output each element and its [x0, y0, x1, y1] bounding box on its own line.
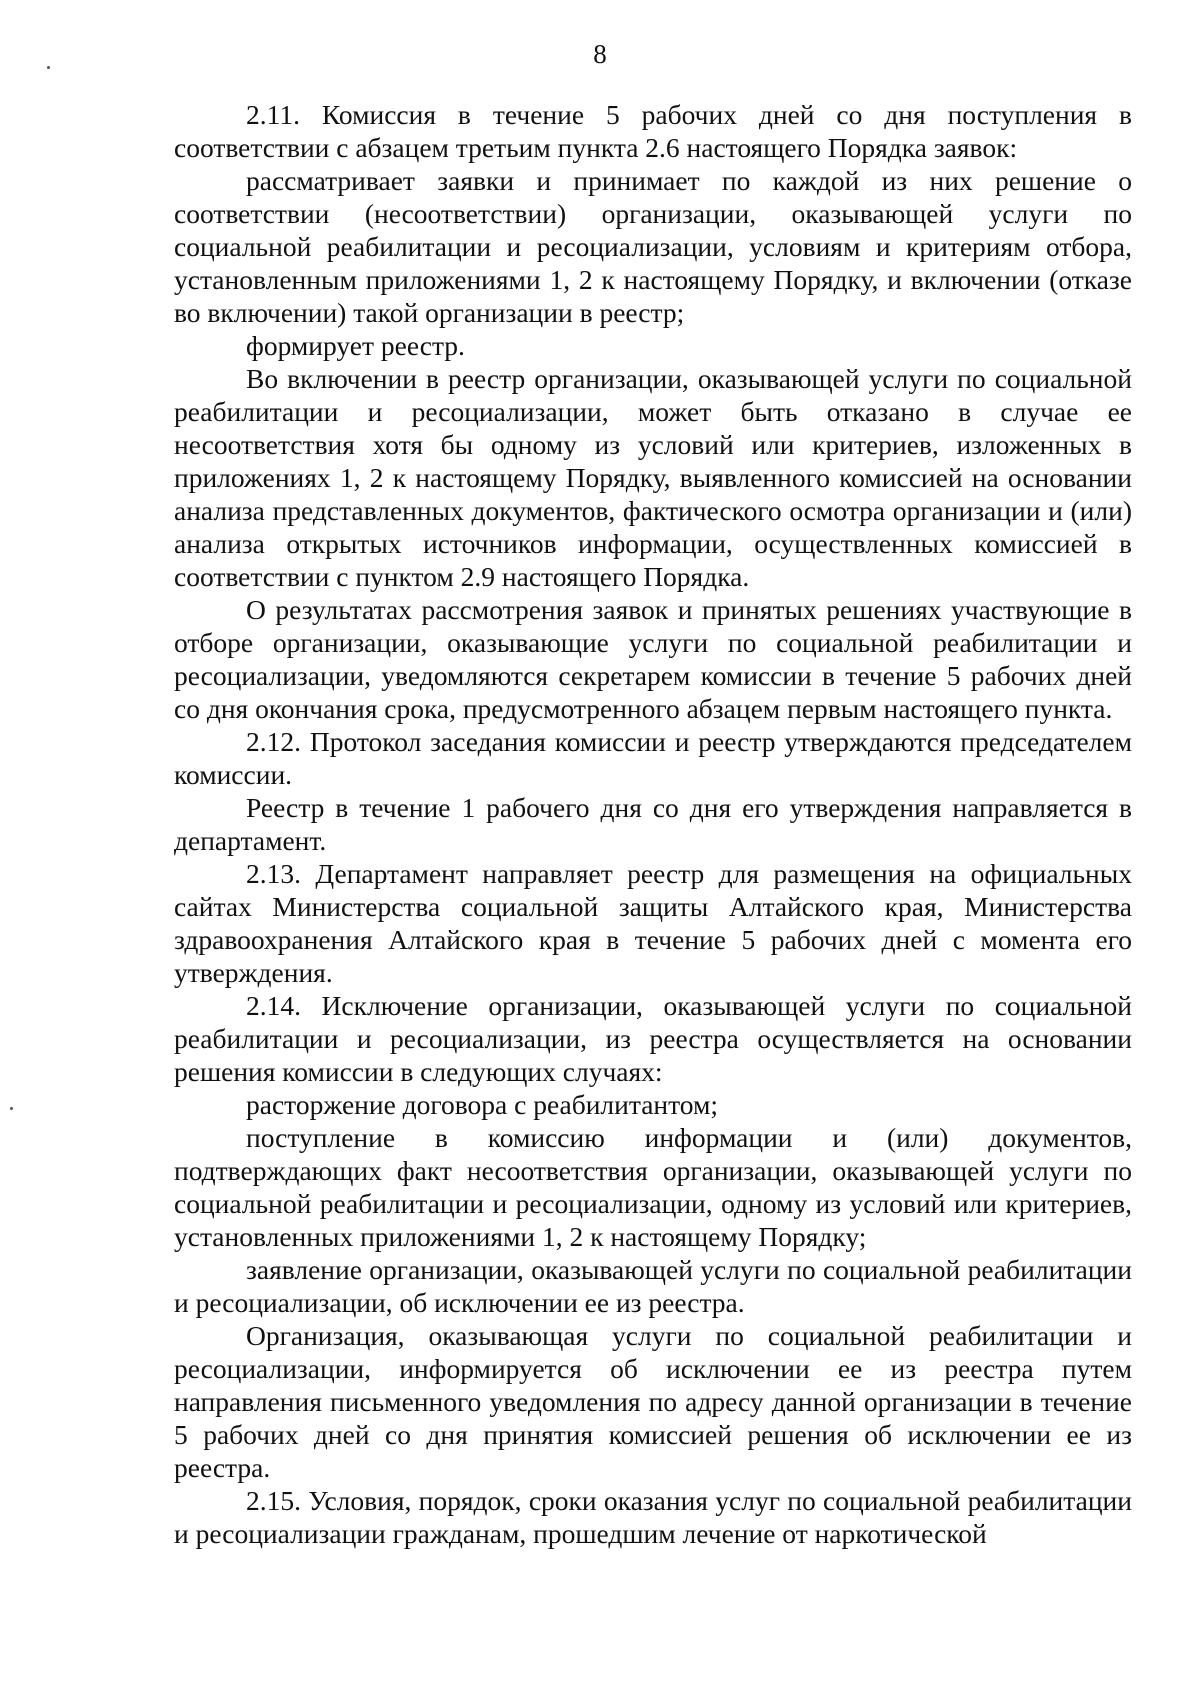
- paragraph-exclusion-notice: Организация, оказывающая услуги по социальной реабилитации и ресоциализации, информируется об исключении ее из реестра путем направления письменного уведомления по адресу данной организации в течение 5 рабочих дней со дня принятия комиссией решения об исключении ее из реестра.: [174, 1320, 1132, 1483]
- paragraph-organization-request: заявление организации, оказывающей услуги по социальной реабилитации и ресоциализации, об исключении ее из реестра.: [174, 1254, 1132, 1318]
- paragraph-2-14: 2.14. Исключение организации, оказывающей услуги по социальной реабилитации и ресоциализации, из реестра осуществляется на основании решения комиссии в следующих случаях:: [174, 990, 1132, 1087]
- paragraph-notification: О результатах рассмотрения заявок и принятых решениях участвующие в отборе организации, оказывающие услуги по социальной реабилитации и ресоциализации, уведомляются секретарем комиссии в течение 5 рабочих дней со дня окончания срока, предусмотренного абзацем первым настоящего пункта.: [174, 594, 1132, 724]
- paragraph-2-15: 2.15. Условия, порядок, сроки оказания услуг по социальной реабилитации и ресоциализации гражданам, прошедшим лечение от наркотической: [174, 1485, 1132, 1549]
- paragraph-contract-termination: расторжение договора с реабилитантом;: [246, 1089, 719, 1120]
- paragraph-forms-registry: формирует реестр.: [246, 330, 465, 361]
- paragraph-2-11: 2.11. Комиссия в течение 5 рабочих дней со дня поступления в соответствии с абзацем третьим пункта 2.6 настоящего Порядка заявок:: [174, 99, 1132, 163]
- paragraph-reviews-applications: рассматривает заявки и принимает по каждой из них решение о соответствии (несоответствии) организации, оказывающей услуги по социальной реабилитации и ресоциализации, условиям и критериям отбора, установленным приложениями 1, 2 к настоящему Порядку, и включении (отказе во включении) такой организации в реестр;: [174, 165, 1132, 328]
- paragraph-nonconformity-info: поступление в комиссию информации и (или) документов, подтверждающих факт несоответствия организации, оказывающей услуги по социальной реабилитации и ресоциализации, одному из условий или критериев, установленных приложениями 1, 2 к настоящему Порядку;: [174, 1122, 1132, 1252]
- paragraph-2-12: 2.12. Протокол заседания комиссии и реестр утверждаются председателем комиссии.: [174, 726, 1132, 790]
- paragraph-2-13: 2.13. Департамент направляет реестр для размещения на официальных сайтах Министерства социальной защиты Алтайского края, Министерства здравоохранения Алтайского края в течение 5 рабочих дней с момента его утверждения.: [174, 858, 1132, 988]
- scan-speck: [10, 1107, 13, 1110]
- scan-speck: [47, 66, 50, 69]
- document-body: [174, 98, 1132, 1550]
- page-number: 8: [593, 39, 607, 69]
- paragraph-registry-sent: Реестр в течение 1 рабочего дня со дня его утверждения направляется в департамент.: [174, 792, 1132, 856]
- paragraph-refusal-grounds: Во включении в реестр организации, оказывающей услуги по социальной реабилитации и ресоциализации, может быть отказано в случае ее несоответствия хотя бы одному из условий или критериев, изложенных в приложениях 1, 2 к настоящему Порядку, выявленного комиссией на основании анализа представленных документов, фактического осмотра организации и (или) анализа открытых источников информации, осуществленных комиссией в соответствии с пунктом 2.9 настоящего Порядка.: [174, 363, 1132, 592]
